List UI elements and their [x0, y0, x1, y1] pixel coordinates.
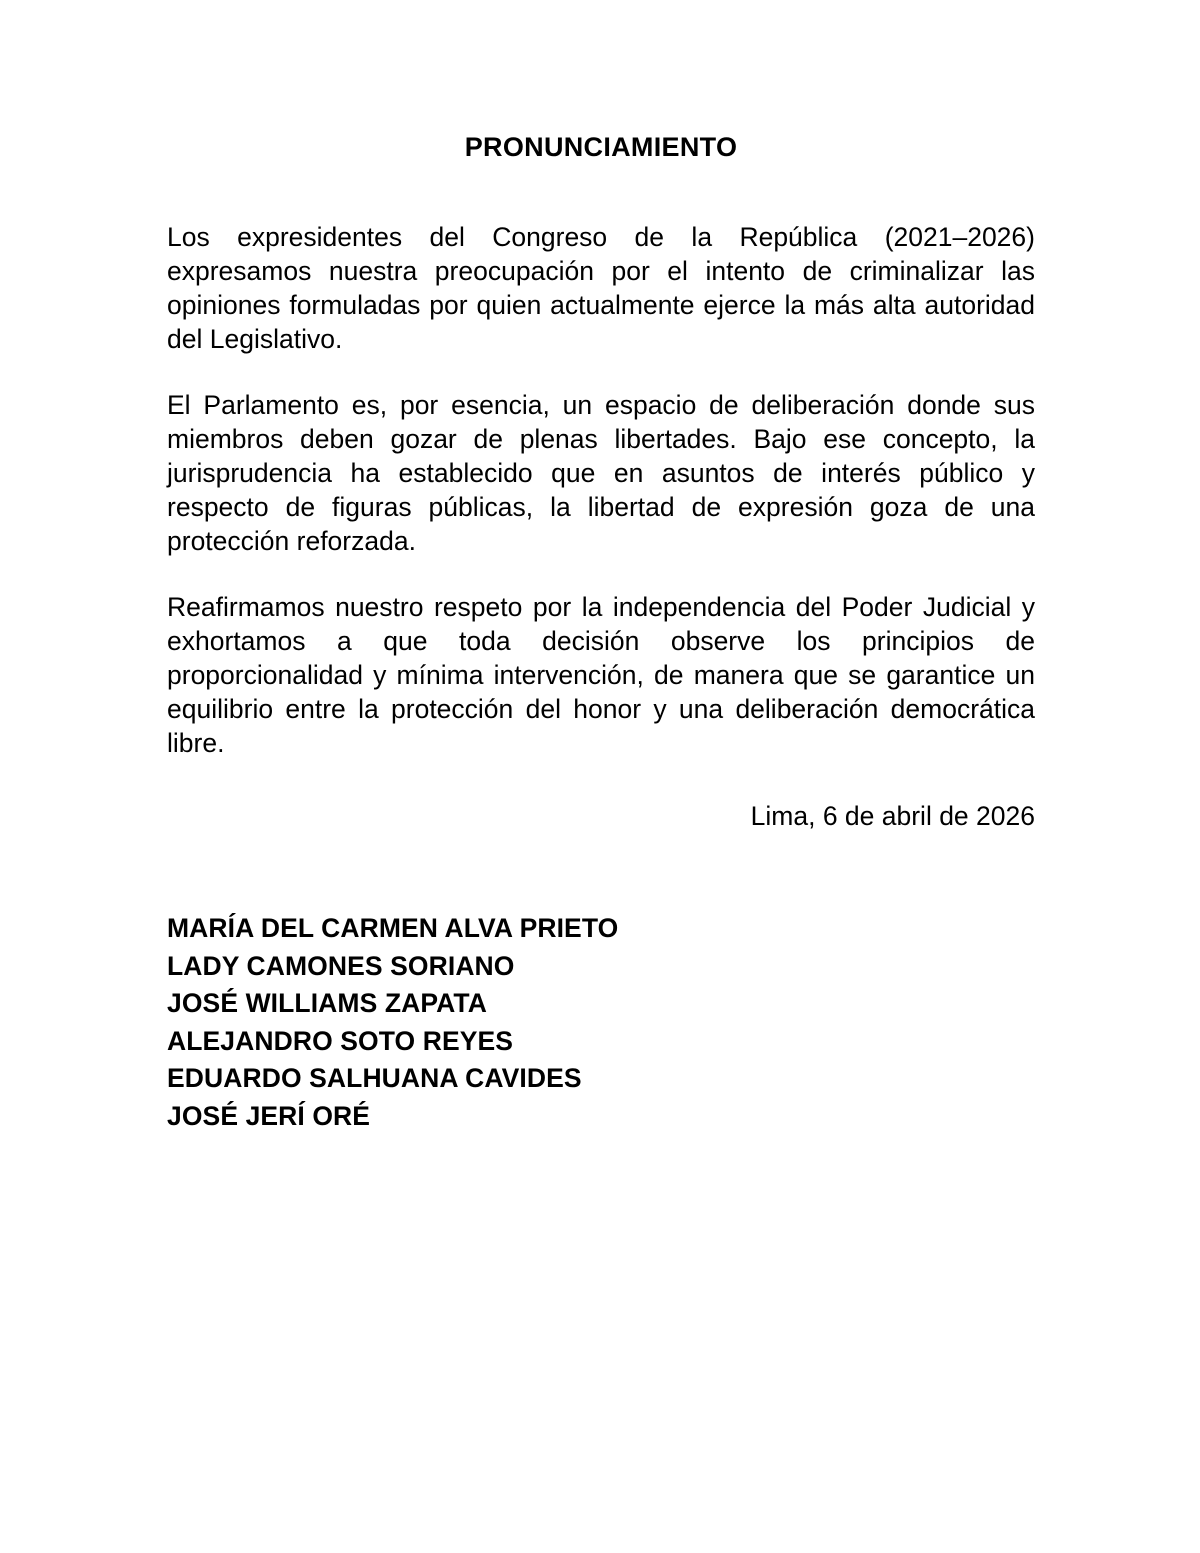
signatory-name: ALEJANDRO SOTO REYES [167, 1025, 514, 1056]
signatory-name: JOSÉ JERÍ ORÉ [167, 1100, 371, 1131]
document-body [167, 130, 1035, 1135]
paragraph-2: El Parlamento es, por esencia, un espacio de deliberación donde sus miembros deben gozar de plenas libertades. Bajo ese concepto, la jurisprudencia ha establecido que en asuntos de interés público y respecto de figuras públicas, la libertad de expresión goza de una protección reforzada. [167, 390, 1035, 556]
dateline: Lima, 6 de abril de 2026 [750, 801, 1035, 831]
signatory-name: LADY CAMONES SORIANO [167, 950, 515, 981]
signature-block [167, 910, 1035, 1135]
signatory-name: JOSÉ WILLIAMS ZAPATA [167, 988, 487, 1018]
signatory-name: MARÍA DEL CARMEN ALVA PRIETO [167, 913, 619, 943]
paragraph-3: Reafirmamos nuestro respeto por la independencia del Poder Judicial y exhortamos a que toda decisión observe los principios de proporcionalidad y mínima intervención, de manera que se garantice un equilibrio entre la protección del honor y una deliberación democrática libre. [167, 592, 1035, 758]
paragraph-1: Los expresidentes del Congreso de la República (2021–2026) expresamos nuestra preocupación por el intento de criminalizar las opiniones formuladas por quien actualmente ejerce la más alta autoridad del Legislativo. [167, 222, 1035, 354]
page-title: PRONUNCIAMIENTO [464, 132, 738, 162]
signatory-name: EDUARDO SALHUANA CAVIDES [167, 1063, 582, 1093]
